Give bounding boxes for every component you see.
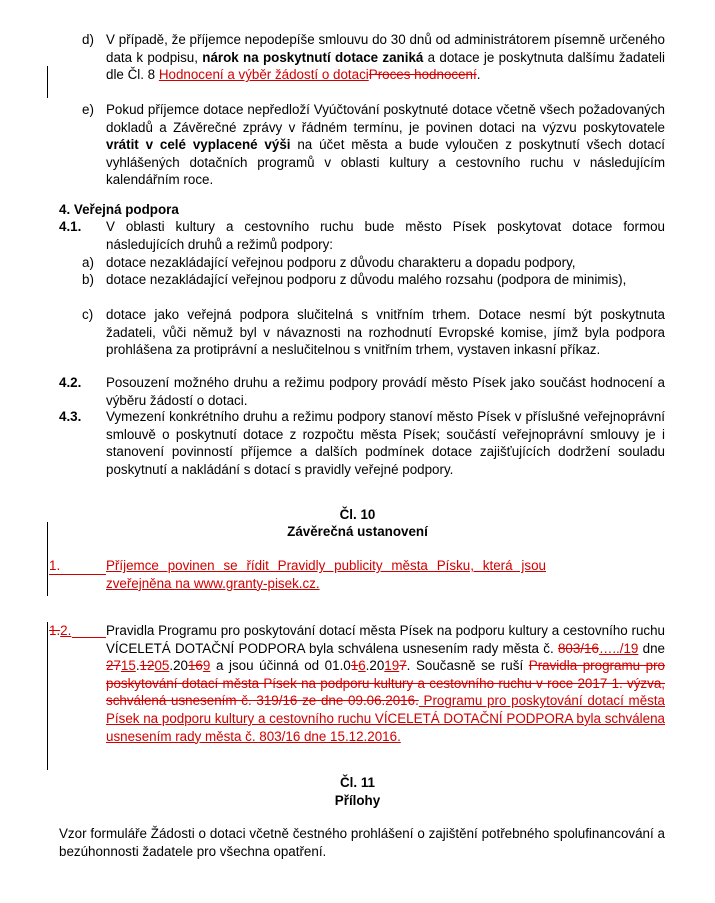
paragraph: V oblasti kultury a cestovního ruchu bude město Písek poskytovat dotace formou následujících druhů a režimů podpory: (106, 219, 665, 252)
inserted-paragraph: Příjemce povinen se řídit Pravidly publicity města Písku, která jsou zveřejněna na www.granty-pisek.cz. (106, 558, 546, 591)
item-d-label: d) (82, 32, 94, 47)
list-label: a) (82, 255, 94, 270)
section-number: 4.1. (59, 219, 82, 234)
item-e-label: e) (82, 102, 94, 117)
list-label: b) (82, 272, 94, 287)
section-number: 4.3. (59, 409, 82, 424)
paragraph-number: 1. (49, 558, 61, 573)
inserted-paragraph (49, 573, 106, 575)
paragraph: Pravidla Programu pro poskytování dotací města Písek na podporu kultury a cestovního ruchu VÍCELETÁ DOTAČNÍ PODPORA byla schválena usnesením rady města č. 803/16…../19 dne 2715.1205.20169 a jsou účinná od 01.016.20197. Současně se ruší Pravidla programu pro poskytování dotací města Písek na podporu kultury a cestovního ruchu v roce 2017 1. výzva, schválená usnesením č. 319/16 ze dne 09.06.2016. Programu pro poskytování dotací města Písek na podporu kultury a cestovního ruchu VÍCELETÁ DOTAČNÍ PODPORA byla schválena usnesením rady města č. 803/16 dne 15.12.2016. (106, 623, 666, 744)
number-underline (72, 637, 106, 638)
paragraph-number: 1.2. (49, 623, 72, 638)
section-number: 4.2. (59, 375, 82, 390)
article-title: Přílohy (334, 793, 381, 808)
paragraph: Posouzení možného druhu a režimu podpory provádí město Písek jako součást hodnocení a výběru žádostí o dotaci. (106, 375, 665, 408)
section-heading: 4. Veřejná podpora (59, 202, 179, 217)
list-label: c) (82, 307, 94, 322)
item-d-text: V případě, že příjemce nepodepíše smlouvu do 30 dnů od administrátorem písemně určeného data k podpisu, nárok na poskytnutí dotace zaniká a dotace je poskytnuta dalšímu žadateli dle Čl. 8 Hodnocení a výběr žádostí o dotaciProces hodnocení. (106, 32, 666, 83)
change-bar (47, 622, 48, 770)
article-number: Čl. 11 (340, 775, 375, 790)
article-number: Čl. 10 (339, 507, 376, 522)
list-item: dotace jako veřejná podpora slučitelná s vnitřním trhem. Dotace nesmí být poskytnuta žadateli, vůči němuž byl v návaznosti na rozhodnutí Evropské komise, jímž byla podpora prohlášena za protiprávní a neslučitelnou s vnitřním trhem, vystaven inkasní příkaz. (106, 307, 665, 358)
item-e-text: Pokud příjemce dotace nepředloží Vyúčtování poskytnuté dotace včetně všech požadovaných dokladů a Závěrečné zprávy v řádném termínu, je povinen dotaci na výzvu poskytovatele vrátit v celé vyplacené výši na účet města a bude vyloučen z poskytnutí všech dotací vyhlášených dotačních programů v oblasti kultury a cestovního ruchu v následujícím kalendářním roce. (106, 102, 665, 188)
list-item: dotace nezakládající veřejnou podporu z důvodu charakteru a dopadu podpory, (106, 255, 576, 270)
change-bar (47, 66, 48, 98)
list-item: dotace nezakládající veřejnou podporu z důvodu malého rozsahu (podpora de minimis), (106, 272, 627, 287)
paragraph: Vzor formuláře Žádosti o dotaci včetně čestného prohlášení o zajištění potřebného spolufinancování a bezúhonnosti žadatele pro všechna opatření. (59, 826, 665, 859)
article-title: Závěrečná ustanovení (287, 524, 428, 539)
paragraph: Vymezení konkrétního druhu a režimu podpory stanoví město Písek v příslušné veřejnoprávní smlouvě o poskytnutí dotace z rozpočtu města Písek; součástí veřejnoprávní smlouvy je i stanovení povinností příjemce a dalších podmínek dotace zajišťujících dodržení souladu poskytnutí a nakládání s dotací s pravidly veřejné podpory. (106, 409, 665, 477)
